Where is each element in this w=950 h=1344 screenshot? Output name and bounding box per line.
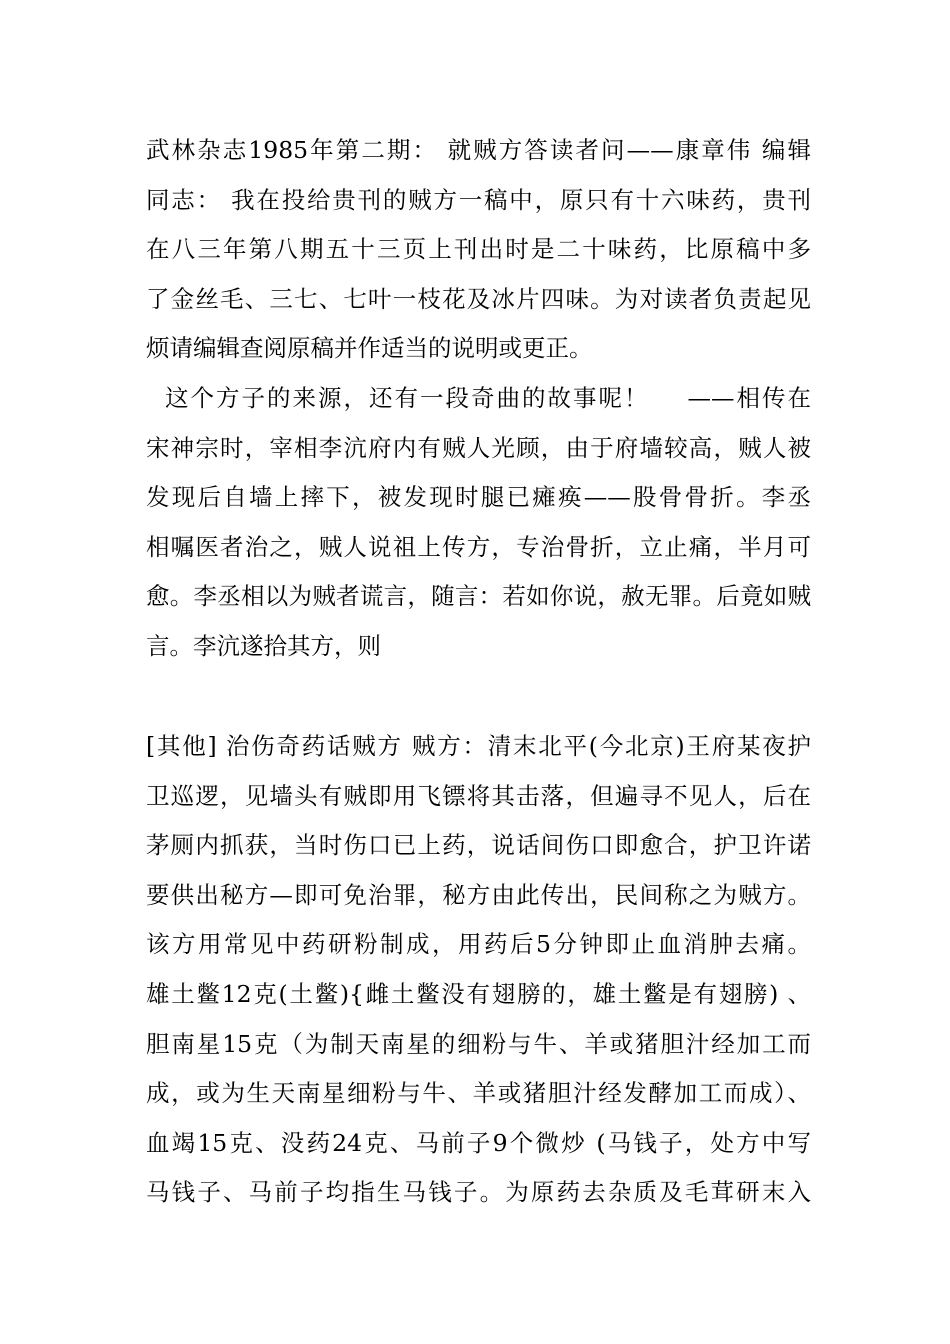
text-line: 这个方子的来源，还有一段奇曲的故事呢！ ——相传在 <box>146 384 811 412</box>
text-line: 愈。李丞相以为贼者谎言，随言：若如你说，赦无罪。后竟如贼 <box>146 582 811 611</box>
text-line: 相嘱医者治之，贼人说祖上传方，专治骨折，立止痛，半月可 <box>146 532 811 561</box>
text-line: 在八三年第八期五十三页上刊出时是二十味药，比原稿中多 <box>146 235 811 264</box>
text-line: 了金丝毛、三七、七叶一枝花及冰片四味。为对读者负责起见 <box>146 284 811 313</box>
text-line: 要供出秘方—即可免治罪，秘方由此传出，民间称之为贼方。 <box>146 880 811 909</box>
text-line: 马钱子、马前子均指生马钱子。为原药去杂质及毛茸研末入 <box>146 1178 811 1207</box>
text-line: [其他] 治伤奇药话贼方 贼方：清末北平(今北京)王府某夜护 <box>146 732 811 760</box>
text-line: 茅厕内抓获，当时伤口已上药，说话间伤口即愈合，护卫许诺 <box>146 831 811 860</box>
text-line: 胆南星15克（为制天南星的细粉与牛、羊或猪胆汁经加工而 <box>146 1029 811 1058</box>
text-line: 发现后自墙上摔下，被发现时腿已瘫痪——股骨骨折。李丞 <box>146 483 811 512</box>
text-line: 宋神宗时，宰相李沆府内有贼人光顾，由于府墙较高，贼人被 <box>146 433 811 462</box>
text-line: 卫巡逻，见墙头有贼即用飞镖将其击落，但遍寻不见人，后在 <box>146 781 811 810</box>
text-line: 该方用常见中药研粉制成，用药后5分钟即止血消肿去痛。 <box>146 930 811 959</box>
text-line: 血竭15克、没药24克、马前子9个微炒 (马钱子，处方中写 <box>146 1128 811 1157</box>
text-line: 言。李沆遂拾其方，则 <box>146 632 381 660</box>
text-line: 同志： 我在投给贵刊的贼方一稿中，原只有十六味药，贵刊 <box>146 185 811 214</box>
text-line: 烦请编辑查阅原稿并作适当的说明或更正。 <box>146 334 593 363</box>
text-line: 雄土鳖12克(土鳖){雌土鳖没有翅膀的，雄土鳖是有翅膀) 、 <box>146 980 811 1008</box>
text-line: 武林杂志1985年第二期： 就贼方答读者问——康章伟 编辑 <box>146 136 811 164</box>
text-line: 成，或为生天南星细粉与牛、羊或猪胆汁经发酵加工而成）、 <box>146 1079 811 1108</box>
